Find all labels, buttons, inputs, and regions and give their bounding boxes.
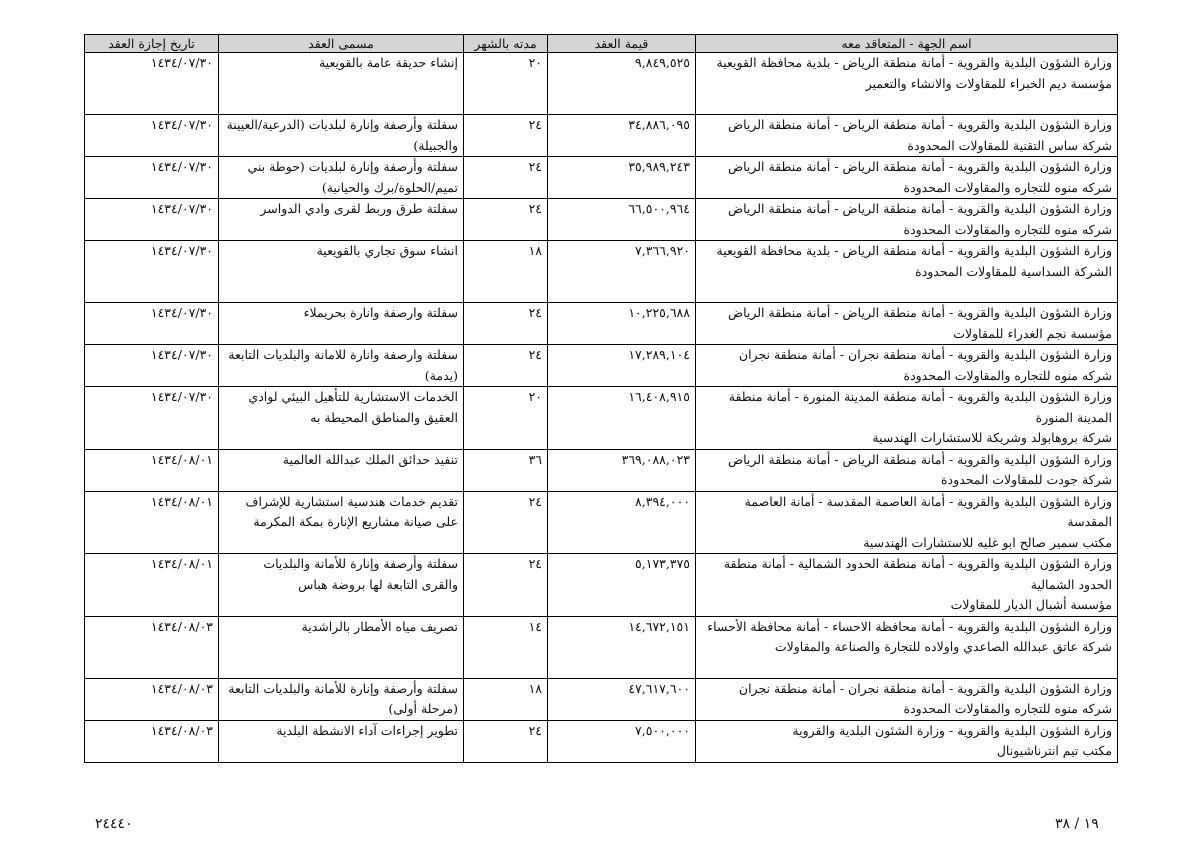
contractor-name: مؤسسة أشبال الديار للمقاولات	[950, 597, 1112, 612]
table-row	[85, 449, 1118, 491]
cell-entity	[696, 387, 1118, 450]
cell-duration: ٢٤	[464, 199, 548, 241]
cell-approval-date: ١٤٣٤/٠٧/٣٠	[85, 387, 219, 450]
entity-name: وزارة الشؤون البلدية والقروية - أمانة محافظة الاحساء - أمانة محافظة الأحساء	[707, 618, 1112, 634]
contractor-name: شركه منوه للتجاره والمقاولات المحدودة	[903, 367, 1112, 383]
table-row	[85, 115, 1118, 157]
cell-contract-name: إنشاء حديقة عامة بالقويعية	[219, 53, 464, 115]
cell-approval-date: ١٤٣٤/٠٨/٠١	[85, 449, 219, 491]
cell-contract-value: ٨,٣٩٤,٠٠٠	[548, 491, 696, 554]
cell-entity	[696, 303, 1118, 345]
cell-entity	[696, 491, 1118, 554]
contractor-name: شركة عاتق عبدالله الصاعدي واولاده للتجارة والصناعة والمقاولات	[774, 639, 1112, 654]
cell-duration: ٢٤	[464, 345, 548, 387]
cell-duration: ٢٠	[464, 387, 548, 450]
entity-name: وزارة الشؤون البلدية والقروية - أمانة منطقة نجران - أمانة منطقة نجران	[738, 347, 1112, 362]
cell-approval-date: ١٤٣٤/٠٨/٠١	[85, 491, 219, 554]
cell-approval-date: ١٤٣٤/٠٧/٣٠	[85, 345, 219, 387]
table-row	[85, 303, 1118, 345]
cell-contract-value: ١٧,٢٨٩,١٠٤	[548, 345, 696, 387]
cell-contract-value: ٧,٥٠٠,٠٠٠	[548, 720, 696, 762]
cell-duration: ١٨	[464, 241, 548, 303]
cell-contract-name: سفلتة وأرصفة وإنارة للأمانة والبلديات والقرى التابعة لها بروضة هباس	[219, 554, 464, 617]
cell-entity	[696, 449, 1118, 491]
cell-entity	[696, 720, 1118, 762]
table-row	[85, 157, 1118, 199]
entity-name: وزارة الشؤون البلدية والقروية - أمانة العاصمة المقدسة - أمانة العاصمة المقدسة	[744, 493, 1112, 529]
contractor-name: شركة بروهابولد وشريكة للاستشارات الهندسية	[872, 430, 1112, 445]
contracts-table	[84, 34, 1118, 763]
cell-contract-name: سفلتة وارصفة وانارة بحريملاء	[219, 303, 464, 345]
entity-name: وزارة الشؤون البلدية والقروية - أمانة منطقة الرياض - بلدية محافظة القويعية	[716, 243, 1112, 258]
contractor-name: مكتب سمير صالح ابو غليه للاستشارات الهندسية	[863, 534, 1112, 550]
table-row	[85, 53, 1118, 115]
cell-entity	[696, 157, 1118, 199]
cell-approval-date: ١٤٣٤/٠٨/٠٣	[85, 720, 219, 762]
entity-name: وزارة الشؤون البلدية والقروية - أمانة منطقة الرياض - أمانة منطقة الرياض	[727, 305, 1112, 320]
header-approval-date: تاريخ إجازة العقد	[85, 35, 219, 53]
cell-contract-value: ٧,٣٦٦,٩٢٠	[548, 241, 696, 303]
entity-name: وزارة الشؤون البلدية والقروية - أمانة منطقة نجران - أمانة منطقة نجران	[738, 680, 1112, 696]
cell-contract-name: تقديم خدمات هندسية استشارية للإشراف على صيانة مشاريع الإنارة بمكة المكرمة	[219, 491, 464, 554]
cell-contract-name: سفلتة وأرصفة وإنارة للأمانة والبلديات التابعة (مرحلة أولى)	[219, 678, 464, 720]
entity-name: وزارة الشؤون البلدية والقروية - أمانة منطقة الرياض - أمانة منطقة الرياض	[727, 159, 1112, 174]
cell-contract-name: تطوير إجراءات آداء الانشطة البلدية	[219, 720, 464, 762]
cell-contract-value: ٩,٨٤٩,٥٢٥	[548, 53, 696, 115]
cell-duration: ٢٤	[464, 115, 548, 157]
table-header-row	[85, 35, 1118, 53]
cell-duration: ١٤	[464, 616, 548, 678]
cell-contract-value: ٣٦٩,٠٨٨,٠٢٣	[548, 449, 696, 491]
cell-duration: ٢٤	[464, 303, 548, 345]
contractor-name: شركة ساس التقنية للمقاولات المحدودة	[907, 137, 1112, 153]
entity-name: وزارة الشؤون البلدية والقروية - أمانة منطقة المدينة المنورة - أمانة منطقة المدينة المنورة	[728, 389, 1112, 425]
cell-approval-date: ١٤٣٤/٠٧/٣٠	[85, 241, 219, 303]
cell-approval-date: ١٤٣٤/٠٨/٠١	[85, 554, 219, 617]
cell-entity	[696, 616, 1118, 678]
table-row	[85, 491, 1118, 554]
contractor-name: مؤسسة نجم الغدراء للمقاولات	[953, 325, 1112, 341]
cell-contract-name: سفلتة وأرصفة وإنارة لبلديات (الدرعية/العيينة والجبيلة)	[219, 115, 464, 157]
header-value: قيمة العقد	[548, 35, 696, 53]
contractor-name: شركه منوه للتجاره والمقاولات المحدودة	[903, 701, 1112, 716]
cell-duration: ١٨	[464, 678, 548, 720]
page-indicator: ١٩ / ٣٨	[1055, 816, 1099, 832]
cell-entity	[696, 554, 1118, 617]
table-row	[85, 554, 1118, 617]
table-row	[85, 199, 1118, 241]
entity-name: وزارة الشؤون البلدية والقروية - أمانة منطقة الرياض - أمانة منطقة الرياض	[727, 117, 1112, 132]
cell-contract-name: الخدمات الاستشارية للتأهيل البيئي لوادي العقيق والمناطق المحيطة به	[219, 387, 464, 450]
cell-approval-date: ١٤٣٤/٠٧/٣٠	[85, 199, 219, 241]
cell-contract-value: ٣٥,٩٨٩,٢٤٣	[548, 157, 696, 199]
cell-contract-name: تصريف مياه الأمطار بالراشدية	[219, 616, 464, 678]
table-row	[85, 387, 1118, 450]
cell-duration: ٢٤	[464, 157, 548, 199]
contractor-name: الشركة السداسية للمقاولات المحدودة	[915, 263, 1112, 279]
entity-name: وزارة الشؤون البلدية والقروية - أمانة منطقة الرياض - بلدية محافظة القويعية	[716, 55, 1112, 70]
cell-contract-value: ١٠,٢٢٥,٦٨٨	[548, 303, 696, 345]
cell-contract-value: ١٦,٤٠٨,٩١٥	[548, 387, 696, 450]
contractor-name: مؤسسة ديم الخبراء للمقاولات والانشاء والتعمير	[865, 75, 1112, 91]
cell-contract-name: سفلتة طرق وربط لقرى وادي الدواسر	[219, 199, 464, 241]
cell-approval-date: ١٤٣٤/٠٧/٣٠	[85, 303, 219, 345]
cell-duration: ٢٠	[464, 53, 548, 115]
cell-approval-date: ١٤٣٤/٠٨/٠٣	[85, 678, 219, 720]
cell-entity	[696, 678, 1118, 720]
entity-name: وزارة الشؤون البلدية والقروية - وزارة الشئون البلدية والقروية	[792, 722, 1112, 738]
cell-entity	[696, 115, 1118, 157]
cell-approval-date: ١٤٣٤/٠٧/٣٠	[85, 53, 219, 115]
cell-contract-value: ٥,١٧٣,٣٧٥	[548, 554, 696, 617]
cell-entity	[696, 53, 1118, 115]
table-row	[85, 720, 1118, 762]
cell-entity	[696, 345, 1118, 387]
header-duration: مدته بالشهر	[464, 35, 548, 53]
cell-contract-value: ٣٤,٨٨٦,٠٩٥	[548, 115, 696, 157]
cell-contract-value: ٦٦,٥٠٠,٩٦٤	[548, 199, 696, 241]
cell-contract-value: ٤٧,٦١٧,٦٠٠	[548, 678, 696, 720]
document-number: ٢٤٤٤٠	[95, 816, 133, 832]
cell-approval-date: ١٤٣٤/٠٧/٣٠	[85, 157, 219, 199]
cell-approval-date: ١٤٣٤/٠٨/٠٣	[85, 616, 219, 678]
cell-duration: ٢٤	[464, 720, 548, 762]
cell-contract-name: تنفيذ حدائق الملك عبدالله العالمية	[219, 449, 464, 491]
cell-duration: ٢٤	[464, 491, 548, 554]
cell-contract-name: سفلتة وأرصفة وإنارة لبلديات (حوطة بني تميم/الحلوة/برك والحيانية)	[219, 157, 464, 199]
table-row	[85, 241, 1118, 303]
table-row	[85, 678, 1118, 720]
cell-contract-name: سفلتة وارصفة وانارة للامانة والبلديات التابعة (يدمة)	[219, 345, 464, 387]
header-entity: اسم الجهة - المتعاقد معه	[696, 35, 1118, 53]
table-row	[85, 616, 1118, 678]
header-contract-name: مسمى العقد	[219, 35, 464, 53]
cell-contract-value: ١٤,٦٧٢,١٥١	[548, 616, 696, 678]
cell-contract-name: انشاء سوق تجاري بالقويعية	[219, 241, 464, 303]
entity-name: وزارة الشؤون البلدية والقروية - أمانة منطقة الرياض - أمانة منطقة الرياض	[727, 451, 1112, 467]
cell-entity	[696, 199, 1118, 241]
cell-duration: ٣٦	[464, 449, 548, 491]
entity-name: وزارة الشؤون البلدية والقروية - أمانة منطقة الحدود الشمالية - أمانة منطقة الحدود الشمالية	[723, 556, 1112, 592]
contractor-name: شركه منوه للتجاره والمقاولات المحدودة	[903, 221, 1112, 237]
contractor-name: شركه منوه للتجاره والمقاولات المحدودة	[903, 179, 1112, 195]
contractor-name: شركة جودت للمقاولات المحدودة	[941, 472, 1112, 487]
entity-name: وزارة الشؤون البلدية والقروية - أمانة منطقة الرياض - أمانة منطقة الرياض	[727, 201, 1112, 216]
table-row	[85, 345, 1118, 387]
cell-approval-date: ١٤٣٤/٠٧/٣٠	[85, 115, 219, 157]
cell-entity	[696, 241, 1118, 303]
cell-duration: ٢٤	[464, 554, 548, 617]
contractor-name: مكتب تيم انترناشيونال	[996, 743, 1112, 758]
